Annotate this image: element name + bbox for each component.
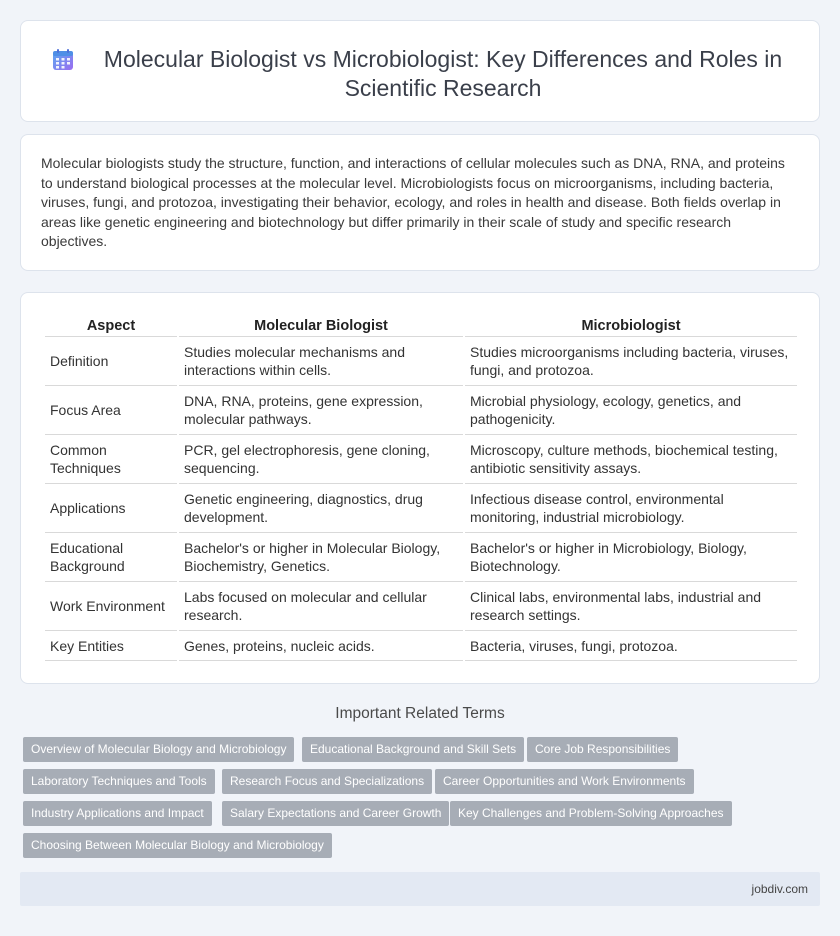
header-microbiologist: Microbiologist: [465, 314, 797, 337]
table-header-row: [45, 314, 797, 337]
footer-site-link[interactable]: jobdiv.com: [751, 882, 808, 896]
header-card: [20, 20, 820, 122]
aspect-cell: Definition: [45, 337, 177, 386]
table-row: [45, 533, 797, 582]
comparison-table: [43, 314, 799, 661]
related-term-tag[interactable]: Career Opportunities and Work Environments: [435, 769, 694, 794]
table-row: [45, 435, 797, 484]
footer: [20, 872, 820, 906]
molecular-cell: Labs focused on molecular and cellular research.: [179, 582, 463, 631]
intro-card: [20, 134, 820, 271]
header-aspect: Aspect: [45, 314, 177, 337]
table-row: [45, 386, 797, 435]
micro-cell: Microscopy, culture methods, biochemical testing, antibiotic sensitivity assays.: [465, 435, 797, 484]
aspect-cell: Focus Area: [45, 386, 177, 435]
micro-cell: Bachelor's or higher in Microbiology, Biology, Biotechnology.: [465, 533, 797, 582]
molecular-cell: Genetic engineering, diagnostics, drug development.: [179, 484, 463, 533]
related-terms-heading: Important Related Terms: [335, 705, 505, 722]
aspect-cell: Common Techniques: [45, 435, 177, 484]
related-term-tag[interactable]: Overview of Molecular Biology and Microbiology: [23, 737, 294, 762]
micro-cell: Bacteria, viruses, fungi, protozoa.: [465, 631, 797, 661]
micro-cell: Microbial physiology, ecology, genetics, and pathogenicity.: [465, 386, 797, 435]
aspect-cell: Key Entities: [45, 631, 177, 661]
related-term-tag[interactable]: Salary Expectations and Career Growth: [222, 801, 449, 826]
header-molecular-biologist: Molecular Biologist: [179, 314, 463, 337]
molecular-cell: DNA, RNA, proteins, gene expression, molecular pathways.: [179, 386, 463, 435]
related-term-tag[interactable]: Research Focus and Specializations: [222, 769, 432, 794]
micro-cell: Infectious disease control, environmental monitoring, industrial microbiology.: [465, 484, 797, 533]
molecular-cell: PCR, gel electrophoresis, gene cloning, sequencing.: [179, 435, 463, 484]
table-row: [45, 484, 797, 533]
table-row: [45, 582, 797, 631]
related-term-tag[interactable]: Choosing Between Molecular Biology and Microbiology: [23, 833, 332, 858]
table-row: [45, 631, 797, 661]
page-title: Molecular Biologist vs Microbiologist: Key Differences and Roles in Scientific Research: [103, 46, 783, 101]
calendar-icon: [52, 49, 74, 71]
aspect-cell: Applications: [45, 484, 177, 533]
table-row: [45, 337, 797, 386]
related-term-tag[interactable]: Core Job Responsibilities: [527, 737, 678, 762]
comparison-table-card: [20, 292, 820, 684]
related-term-tag[interactable]: Educational Background and Skill Sets: [302, 737, 524, 762]
intro-paragraph: Molecular biologists study the structure, function, and interactions of cellular molecules such as DNA, RNA, and proteins to understand biological processes at the molecular level. Microbiologists focus on microorganisms, including bacteria, viruses, fungi, and protozoa, investigating their behavior, ecology, and roles in health and disease. Both fields overlap in areas like genetic engineering and biotechnology but differ primarily in their scale of study and specific research objectives.: [41, 155, 785, 249]
molecular-cell: Studies molecular mechanisms and interactions within cells.: [179, 337, 463, 386]
aspect-cell: Educational Background: [45, 533, 177, 582]
micro-cell: Clinical labs, environmental labs, industrial and research settings.: [465, 582, 797, 631]
related-term-tag[interactable]: Key Challenges and Problem-Solving Approaches: [450, 801, 732, 826]
related-term-tag[interactable]: Laboratory Techniques and Tools: [23, 769, 215, 794]
molecular-cell: Genes, proteins, nucleic acids.: [179, 631, 463, 661]
molecular-cell: Bachelor's or higher in Molecular Biology, Biochemistry, Genetics.: [179, 533, 463, 582]
aspect-cell: Work Environment: [45, 582, 177, 631]
related-term-tag[interactable]: Industry Applications and Impact: [23, 801, 212, 826]
micro-cell: Studies microorganisms including bacteria, viruses, fungi, and protozoa.: [465, 337, 797, 386]
